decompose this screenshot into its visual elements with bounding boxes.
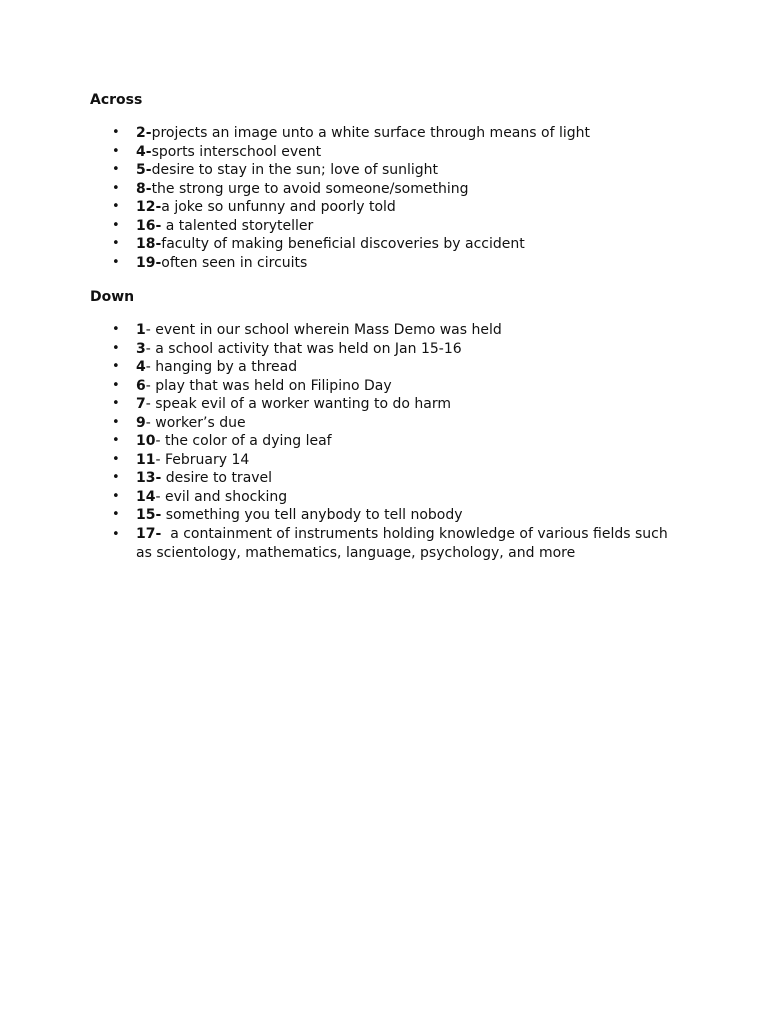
down-clue-item xyxy=(90,451,680,470)
clue-number: 11 xyxy=(136,451,156,468)
clue-number: 10 xyxy=(136,433,156,449)
down-clue-item xyxy=(90,432,680,451)
bullet-icon: • xyxy=(112,236,120,251)
down-clue-item xyxy=(90,377,680,396)
clue-text: often seen in circuits xyxy=(161,254,308,271)
down-clue-item xyxy=(90,395,680,414)
clue-number: 6 xyxy=(136,377,146,394)
across-clue-item xyxy=(90,180,680,199)
clue-text: - evil and shocking xyxy=(155,488,288,505)
clue-number: 5- xyxy=(136,162,152,178)
down-clue-item xyxy=(90,340,680,359)
down-clue-item xyxy=(90,414,680,433)
clue-text: - a school activity that was held on Jan 15-16 xyxy=(145,340,462,357)
clue-text: desire to travel xyxy=(161,470,273,486)
across-clue-item xyxy=(90,254,680,273)
across-clue-item xyxy=(90,143,680,162)
bullet-icon: • xyxy=(112,340,120,356)
clue-text: - play that was held on Filipino Day xyxy=(145,377,392,394)
clue-text: - worker’s due xyxy=(145,414,246,431)
across-clue-item xyxy=(90,198,680,217)
clue-number: 16- xyxy=(136,217,162,234)
clue-text: - hanging by a thread xyxy=(145,359,298,375)
across-clue-item xyxy=(90,235,680,254)
bullet-icon: • xyxy=(112,396,120,411)
down-clue-item xyxy=(90,506,680,525)
clue-number: 13- xyxy=(136,470,162,486)
clue-number: 9 xyxy=(136,414,146,431)
clue-number: 18- xyxy=(136,236,162,252)
clue-number: 4 xyxy=(136,359,146,375)
down-heading: Down xyxy=(90,289,135,305)
bullet-icon: • xyxy=(112,322,120,337)
down-clue-item xyxy=(90,358,680,377)
across-heading: Across xyxy=(90,92,143,108)
clue-text: - the color of a dying leaf xyxy=(155,433,332,449)
clue-number: 8- xyxy=(136,180,152,197)
clue-number: 12- xyxy=(136,199,162,215)
down-clue-item xyxy=(90,321,680,340)
bullet-icon: • xyxy=(112,488,120,504)
clue-number: 19- xyxy=(136,254,162,271)
bullet-icon: • xyxy=(112,217,120,233)
down-clue-item xyxy=(90,469,680,488)
bullet-icon: • xyxy=(112,526,120,542)
across-clue-list xyxy=(90,124,680,272)
clue-text: - speak evil of a worker wanting to do harm xyxy=(145,396,451,412)
bullet-icon: • xyxy=(112,451,120,467)
clue-number: 2- xyxy=(136,125,152,141)
clue-text: sports interschool event xyxy=(151,143,322,160)
bullet-icon: • xyxy=(112,377,120,393)
clue-text: projects an image unto a white surface through means of light xyxy=(151,125,590,141)
clue-text: the strong urge to avoid someone/something xyxy=(151,180,469,197)
clue-number: 4- xyxy=(136,143,152,160)
clue-text: something you tell anybody to tell nobody xyxy=(161,507,463,523)
bullet-icon: • xyxy=(112,254,120,270)
down-clue-list xyxy=(90,321,680,564)
clue-number: 17- xyxy=(136,525,162,542)
bullet-icon: • xyxy=(112,470,120,485)
clue-text: desire to stay in the sun; love of sunlight xyxy=(151,162,439,178)
clue-number: 7 xyxy=(136,396,146,412)
bullet-icon: • xyxy=(112,414,120,430)
down-clue-item xyxy=(90,488,680,507)
clue-text: faculty of making beneficial discoveries by accident xyxy=(161,236,525,252)
bullet-icon: • xyxy=(112,433,120,448)
down-clue-item xyxy=(90,525,680,564)
bullet-icon: • xyxy=(112,199,120,214)
clue-text: - February 14 xyxy=(155,451,250,468)
clue-number: 14 xyxy=(136,488,156,505)
clue-number: 1 xyxy=(136,322,146,338)
bullet-icon: • xyxy=(112,162,120,177)
clue-number: 3 xyxy=(136,340,146,357)
bullet-icon: • xyxy=(112,180,120,196)
across-clue-item xyxy=(90,217,680,236)
clue-text: a joke so unfunny and poorly told xyxy=(161,199,396,215)
clue-text: - event in our school wherein Mass Demo was held xyxy=(145,322,502,338)
clue-text: a containment of instruments holding knowledge of various fields such as scientology, mathematics, language, psychology, and more xyxy=(136,525,673,561)
bullet-icon: • xyxy=(112,507,120,522)
across-clue-item xyxy=(90,161,680,180)
clue-number: 15- xyxy=(136,507,162,523)
clue-text: a talented storyteller xyxy=(161,217,314,234)
across-clue-item xyxy=(90,124,680,143)
bullet-icon: • xyxy=(112,359,120,374)
bullet-icon: • xyxy=(112,125,120,140)
bullet-icon: • xyxy=(112,143,120,159)
